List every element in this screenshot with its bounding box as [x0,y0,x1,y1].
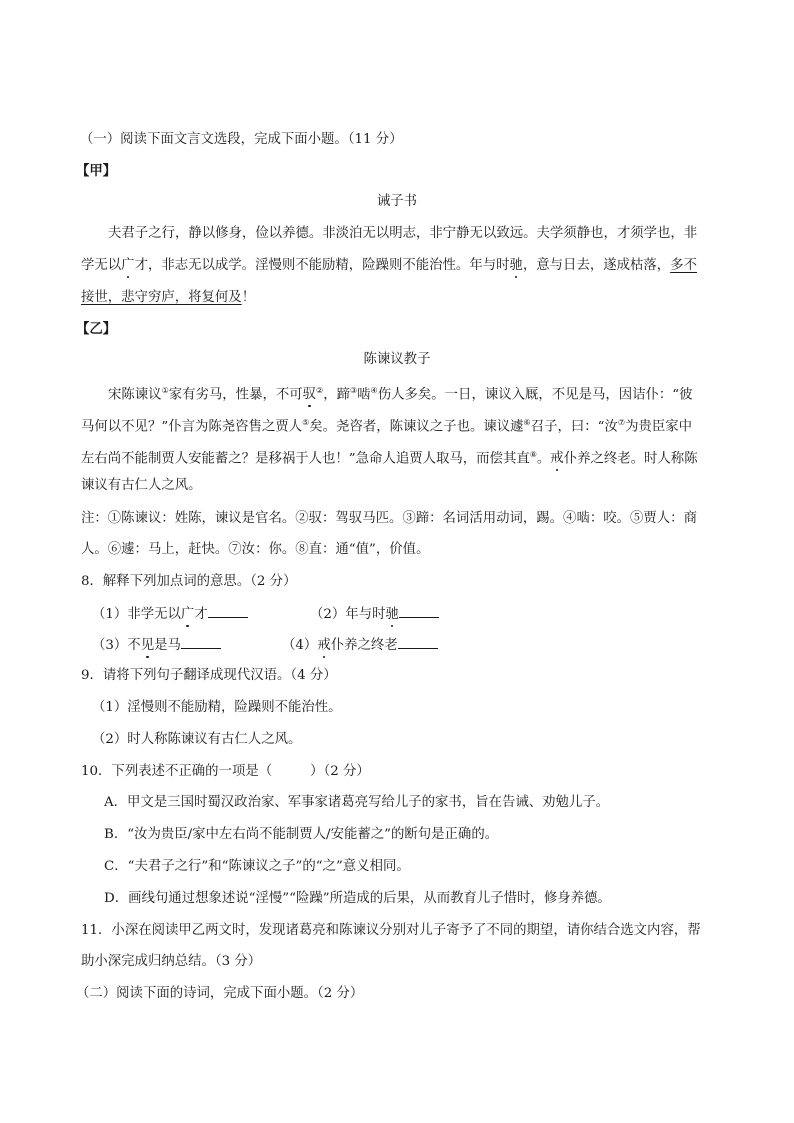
q10-option-c: C．“夫君子之行”和“陈谏议之子”的“之”意义相同。 [104,859,410,874]
part1-heading: （一）阅读下面文言文选段，完成下面小题。（11 分） [80,132,403,147]
jia-text: 学无以 [81,258,122,273]
part2-heading: （二）阅读下面的诗词，完成下面小题。（2 分） [76,986,364,1001]
yi-line-3 [81,446,698,468]
question-11-line-1: 11．小深在阅读甲乙两文时，发现诸葛亮和陈谏议分别对儿子寄予了不同的期望，请你结合选文内容，帮 [81,923,701,938]
yi-line-2 [81,414,692,436]
footnote-mark: ② [316,386,324,395]
yi-text: 召子，曰：“汝 [530,419,618,435]
q8-text: （4） [282,638,318,653]
footnote-mark: ③ [349,386,358,395]
q10-text: 10．下列表述不正确的一项是（ [81,764,273,779]
yi-text: ，蹄 [323,387,350,403]
footnote-mark: ① [161,386,169,395]
yi-text: 左右尚不能制贾人安能蓄之？是移祸于人也！”急命人追贾人取马，而偿其直 [81,451,530,467]
yi-line-1 [108,382,693,404]
q9-item-2: （2）时人称陈谏议有古仁人之风。 [92,732,302,747]
answer-blank[interactable] [398,636,438,649]
q10-option-a: A．甲文是三国时蜀汉政治家、军事家诸葛亮写给儿子的家书，旨在告诫、劝勉儿子。 [104,795,610,810]
yi-text: 啮 [357,387,371,403]
q8-text: （1）非学无以 [92,607,181,622]
jia-line-2 [81,257,697,275]
jia-text: 才，非志无以成学。淫慢则不能励精，险躁则不能治性。年与时 [134,258,510,273]
yi-text: 家有劣马，性暴，不可 [168,387,303,403]
answer-blank[interactable] [181,636,221,649]
yi-text: 为贵臣家中 [625,419,693,435]
note-line-2: 人。⑥遽：马上，赶快。⑦汝：你。⑧直：通“值”，价值。 [81,542,430,557]
yi-text: 马何以不见？”仆言为陈尧咨售之贾人 [81,419,303,435]
q8-text: 才 [194,607,208,622]
q8-text: （2）年与时 [310,607,386,622]
note-line-1: 注：①陈谏议：姓陈，谏议是官名。②驭：驾驭马匹。③蹄：名词活用动词，踢。④啮：咬。⑤贾人：商 [81,511,697,526]
yi-text: 矣。尧咨者，陈谏议之子也。谏议遽 [309,419,524,435]
jia-text: ，意与日去，遂成枯落， [522,258,671,273]
footnote-mark: ⑤ [302,418,310,427]
yi-text: 宋陈谏议 [108,387,162,403]
underlined-sentence: 多不 [670,258,697,273]
answer-blank[interactable] [208,605,248,618]
underlined-sentence: 接世，悲守穷庐，将复何及 [81,290,242,305]
q8-text: 仆养之终老 [330,638,398,653]
question-10-stem [81,763,370,781]
q8-item-3 [92,636,221,655]
dotted-char: 驰 [509,258,523,273]
dotted-char: 戒 [550,451,564,467]
question-9-stem: 9．请将下列句子翻译成现代汉语。（4 分） [81,668,337,683]
q10-option-d: D．画线句通过想象述说“淫慢”“险躁”所造成的后果，从而教育儿子惜时，修身养德。 [104,891,611,906]
footnote-mark: ⑦ [617,418,626,427]
dotted-char: 广 [180,607,195,622]
dotted-char: 驰 [385,607,399,622]
footnote-mark: ⑥ [523,418,531,427]
q9-item-1: （1）淫慢则不能励精，险躁则不能治性。 [92,700,342,715]
dotted-char: 戒 [317,638,331,653]
q8-text: （3）不 [92,638,141,653]
yi-text: 。 [536,451,551,467]
q8-text: 是马 [154,638,181,653]
q8-item-2 [310,605,439,624]
title-yi: 陈谏议教子 [363,352,431,367]
dotted-char: 见 [140,638,155,653]
q8-item-4 [282,636,438,655]
label-jia: 【甲】 [76,163,117,179]
dotted-char: 广 [121,258,135,273]
jia-line-3 [81,289,255,307]
answer-blank[interactable] [399,605,439,618]
label-yi: 【乙】 [76,321,117,337]
yi-text: 仆养之终老。时人称陈 [563,451,698,467]
footnote-mark: ④ [370,386,378,395]
jia-text: ！ [241,290,256,305]
q8-item-1 [92,605,248,624]
yi-line-4: 谏议有古仁人之风。 [81,478,202,493]
question-8-stem: 8．解释下列加点词的意思。（2 分） [81,574,297,589]
q10-text: ）（2 分） [310,764,370,779]
dotted-char: 驭 [302,387,317,403]
q10-option-b: B．“汝为贵臣/家中左右尚不能制贾人/安能蓄之”的断句是正确的。 [104,827,499,842]
title-jia: 诫子书 [376,194,418,209]
question-11-line-2: 助小深完成归纳总结。（3 分） [81,954,262,969]
yi-text: 伤人多矣。一日，谏议入厩，不见是马，因诘仆：“彼 [377,387,693,403]
footnote-mark: ⑧ [529,450,537,459]
jia-line-1: 夫君子之行，静以修身，俭以养德。非淡泊无以明志，非宁静无以致远。夫学须静也，才须学也，非 [108,226,698,241]
